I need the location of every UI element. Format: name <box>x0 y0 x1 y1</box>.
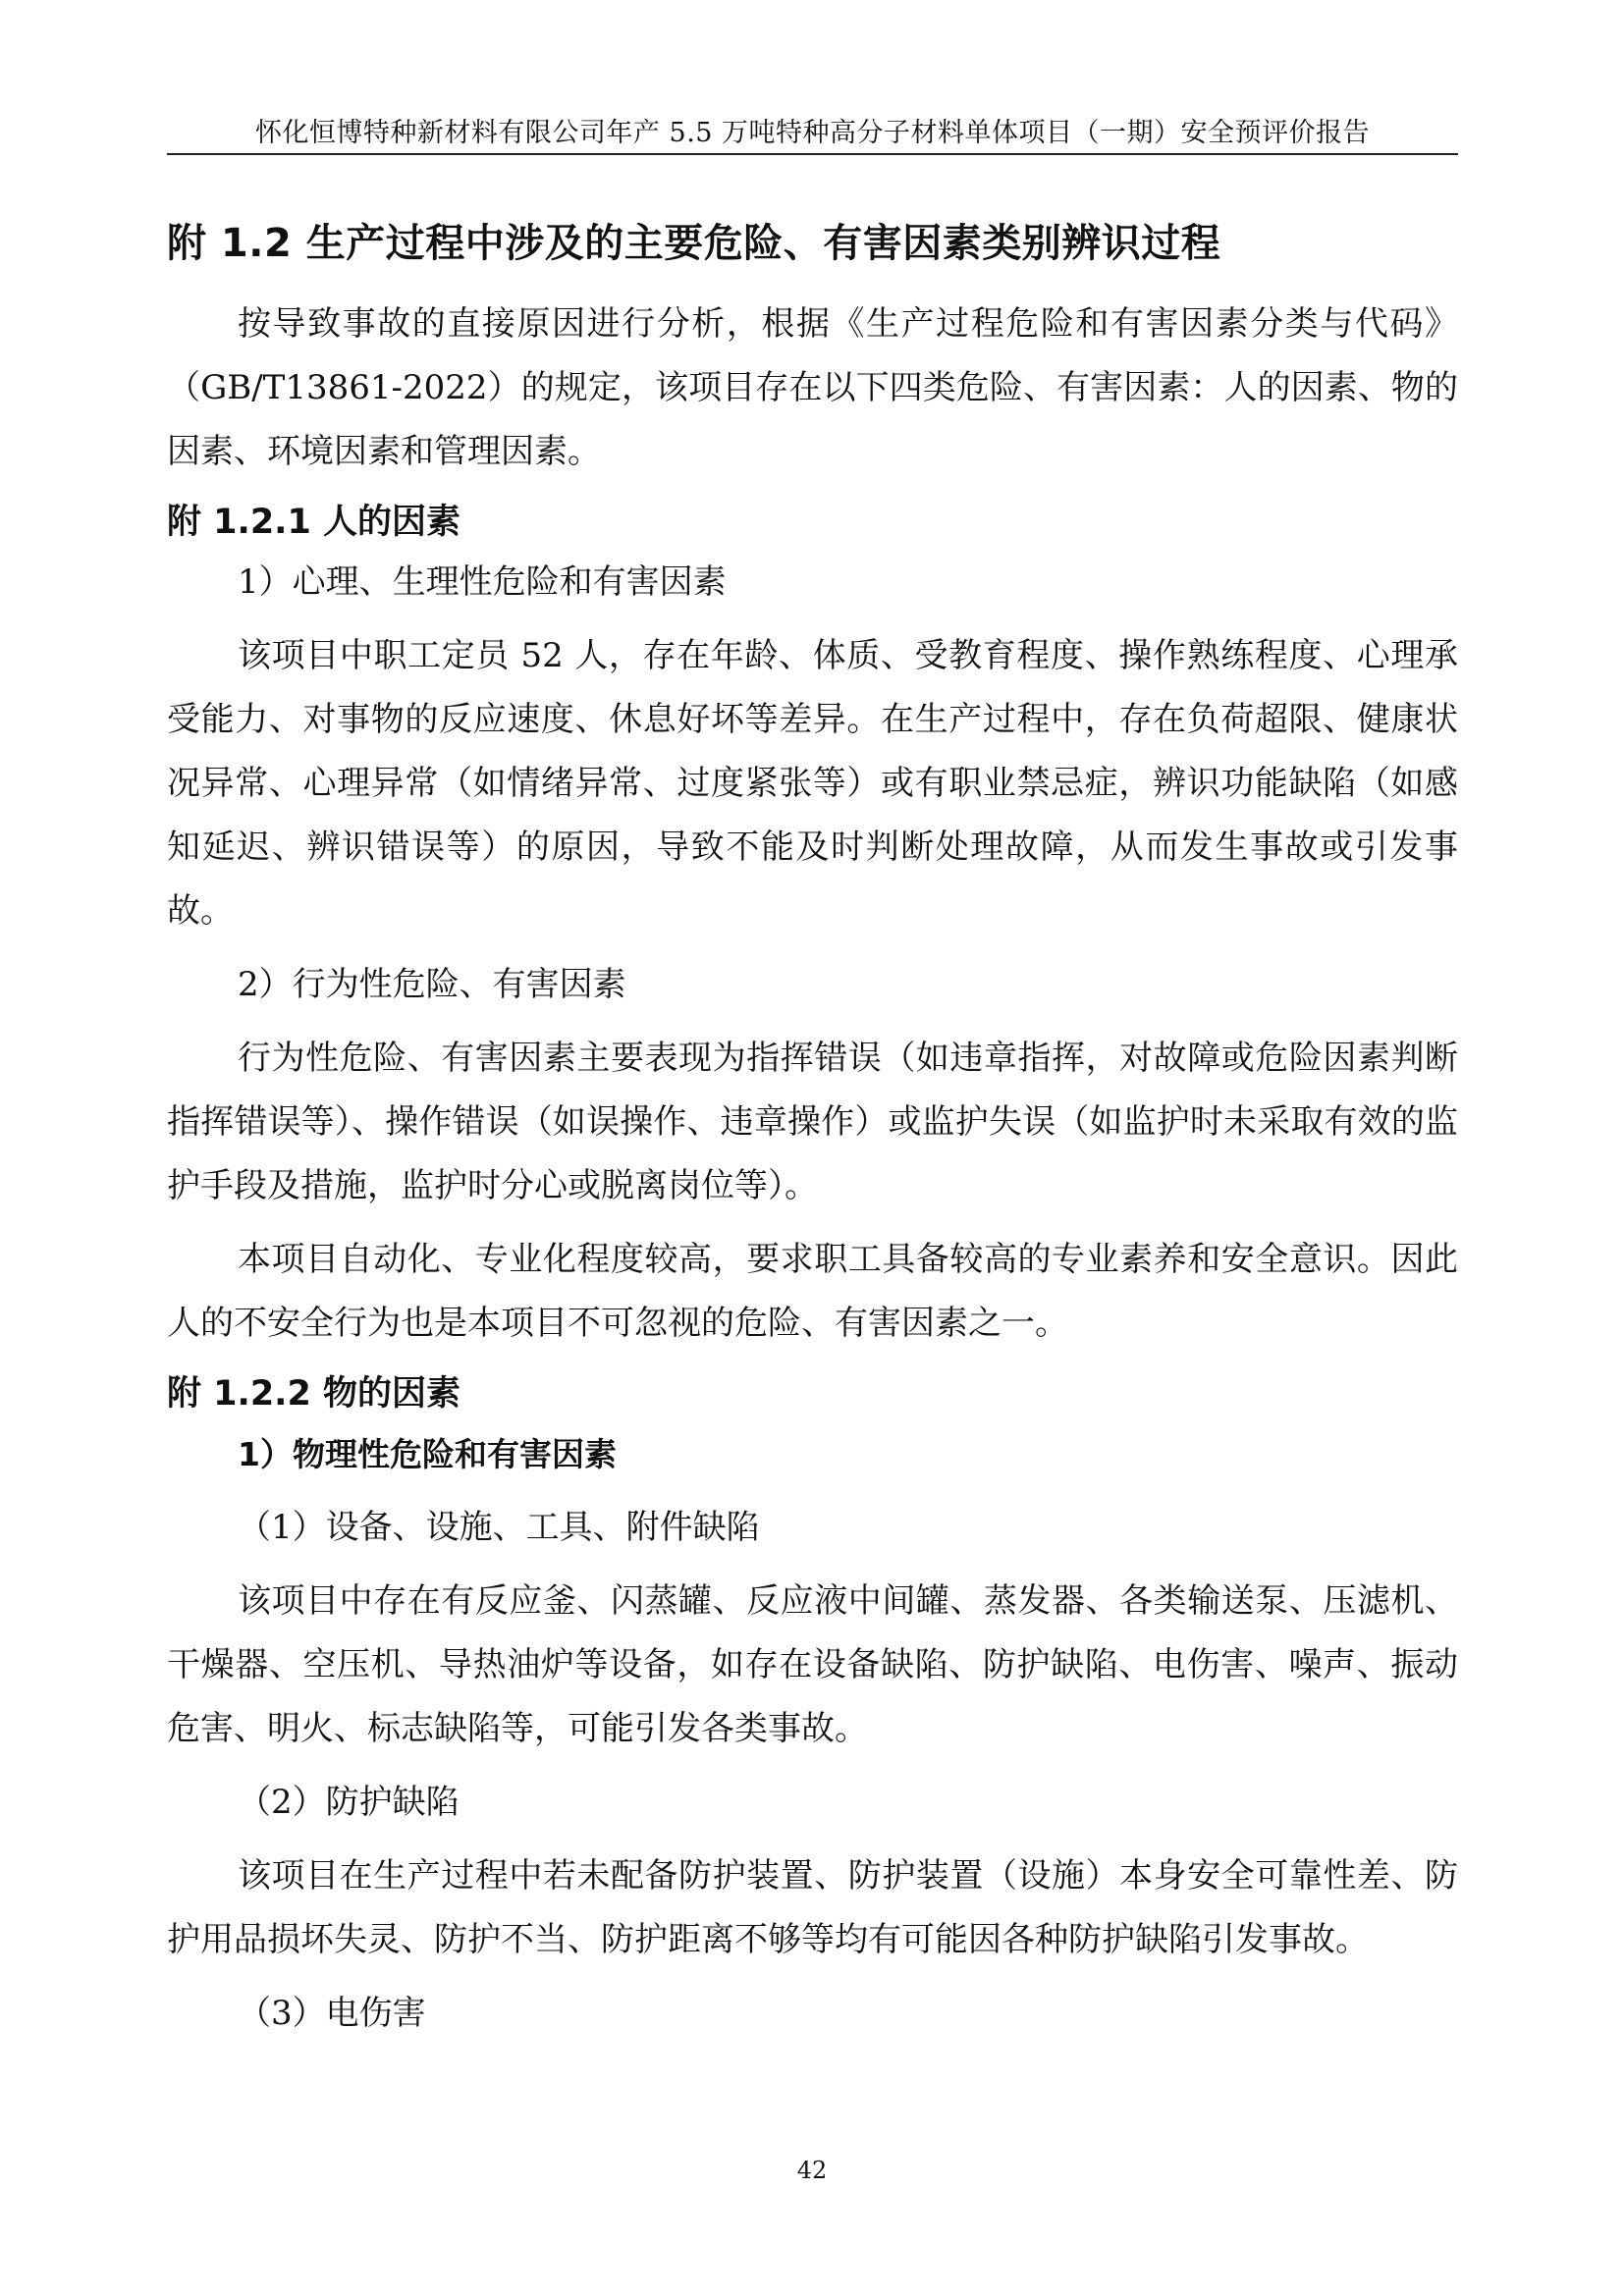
subsection-heading-human-factors: 附 1.2.1 人的因素 <box>167 503 461 542</box>
paragraph-behavioral: 行为性危险、有害因素主要表现为指挥错误（如违章指挥，对故障或危险因素判断指挥错误等）、操作错误（如误操作、违章操作）或监护失误（如监护时未采取有效的监护手段及措施，监护时分心或脱离岗位等）。 <box>167 1039 1458 1205</box>
paragraph-psychological-physiological: 该项目中职工定员 52 人，存在年龄、体质、受教育程度、操作熟练程度、心理承受能力、对事物的反应速度、休息好坏等差异。在生产过程中，存在负荷超限、健康状况异常、心理异常（如情绪异常、过度紧张等）或有职业禁忌症，辨识功能缺陷（如感知延迟、辨识错误等）的原因，导致不能及时判断处理故障，从而发生事故或引发事故。 <box>167 636 1458 931</box>
page-number: 42 <box>796 2157 828 2184</box>
item-label-psychological-physiological: 1）心理、生理性危险和有害因素 <box>238 562 727 602</box>
paragraph-automation-safety: 本项目自动化、专业化程度较高，要求职工具备较高的专业素养和安全意识。因此人的不安全行为也是本项目不可忽视的危险、有害因素之一。 <box>167 1240 1458 1343</box>
subitem-label-electrical-injury: （3）电伤害 <box>238 1994 426 2033</box>
item-label-physical-hazards: 1）物理性危险和有害因素 <box>238 1435 617 1473</box>
subitem-label-protection-defects: （2）防护缺陷 <box>238 1783 460 1822</box>
running-header: 怀化恒博特种新材料有限公司年产 5.5 万吨特种高分子材料单体项目（一期）安全预评价报告 <box>254 118 1371 148</box>
paragraph-protection-defects: 该项目在生产过程中若未配备防护装置、防护装置（设施）本身安全可靠性差、防护用品损坏失灵、防护不当、防护距离不够等均有可能因各种防护缺陷引发事故。 <box>167 1856 1458 1959</box>
item-label-behavioral: 2）行为性危险、有害因素 <box>238 965 626 1004</box>
page-body <box>167 214 1458 2056</box>
subsection-heading-material-factors: 附 1.2.2 物的因素 <box>167 1374 461 1414</box>
section-heading: 附 1.2 生产过程中涉及的主要危险、有害因素类别辨识过程 <box>167 221 1221 266</box>
subitem-label-equipment-defects: （1）设备、设施、工具、附件缺陷 <box>238 1508 760 1547</box>
section-intro-paragraph: 按导致事故的直接原因进行分析，根据《生产过程危险和有害因素分类与代码》（GB/T13861-2022）的规定，该项目存在以下四类危险、有害因素：人的因素、物的因素、环境因素和管理因素。 <box>167 304 1458 471</box>
paragraph-equipment-defects: 该项目中存在有反应釜、闪蒸罐、反应液中间罐、蒸发器、各类输送泵、压滤机、干燥器、空压机、导热油炉等设备，如存在设备缺陷、防护缺陷、电伤害、噪声、振动危害、明火、标志缺陷等，可能引发各类事故。 <box>167 1581 1458 1748</box>
header-divider <box>167 153 1458 155</box>
